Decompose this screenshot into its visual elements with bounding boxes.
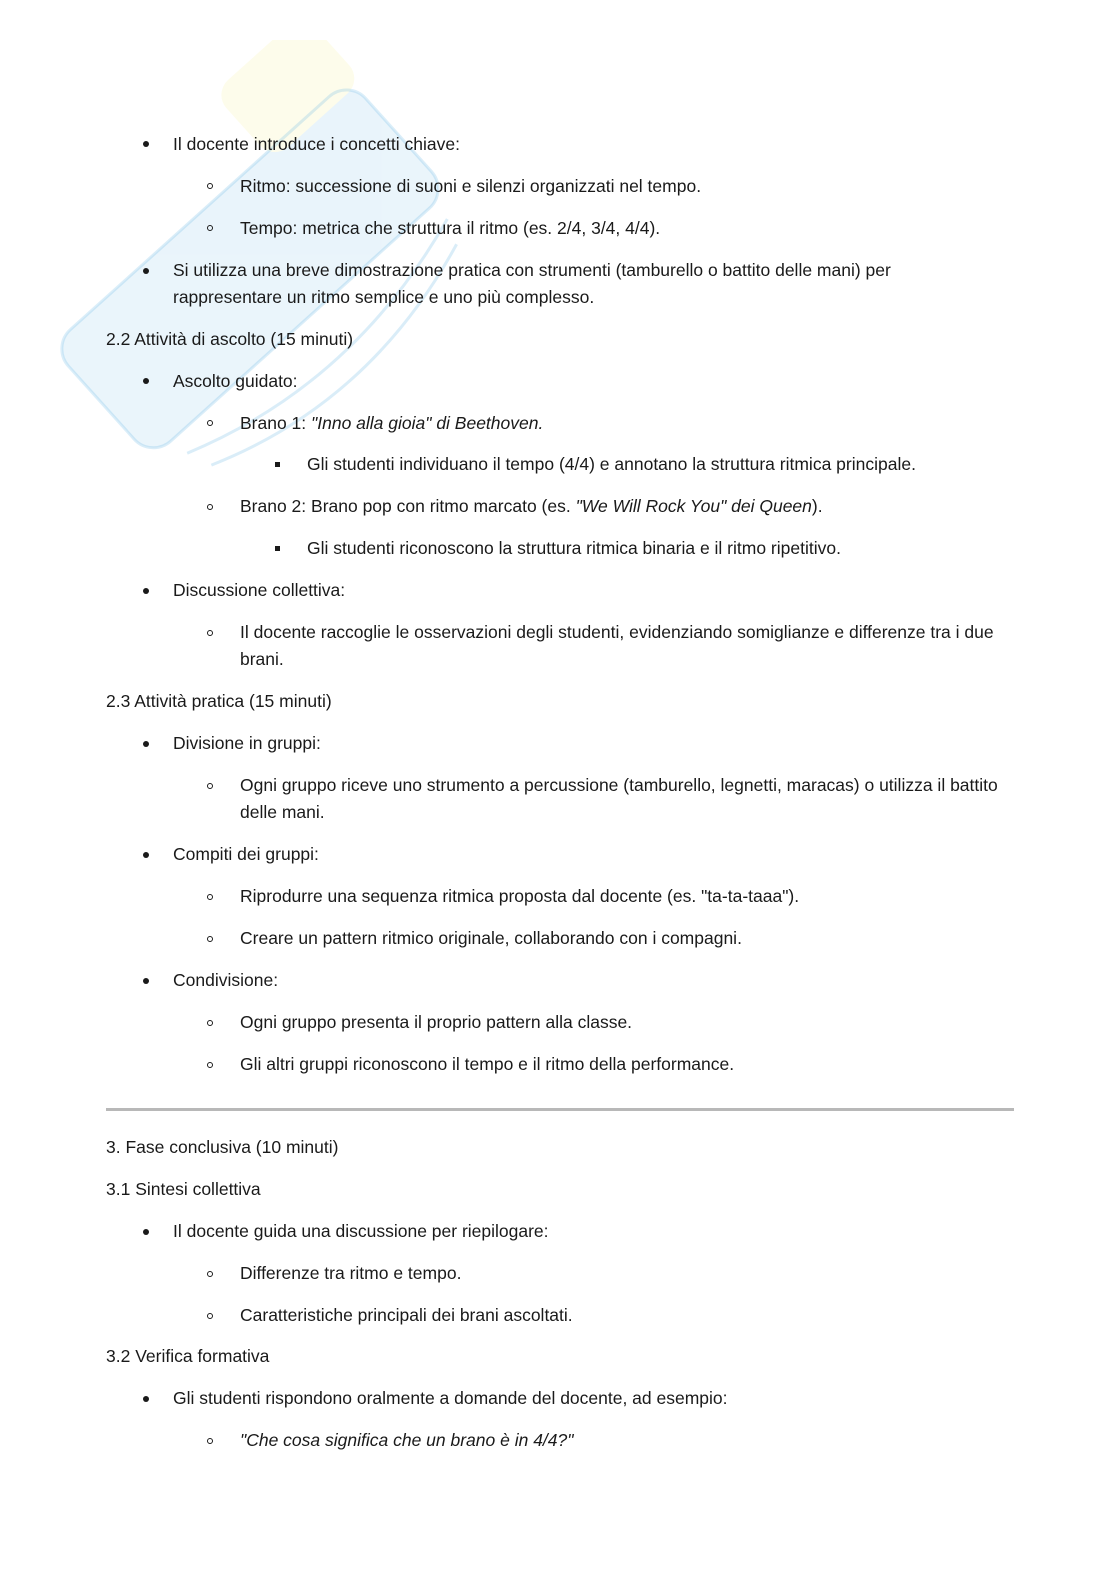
subsection-heading: 3.1 Sintesi collettiva (106, 1179, 261, 1199)
list-item: Il docente raccoglie le osservazioni degli studenti, evidenziando somiglianze e differenze tra i due brani. (240, 622, 994, 669)
list-item: Divisione in gruppi: (173, 733, 321, 753)
circle-marker (207, 420, 213, 426)
brano-title: "Inno alla gioia" di Beethoven. (311, 413, 544, 433)
list-item (240, 1427, 573, 1454)
bullet-marker (143, 852, 149, 858)
circle-marker (207, 504, 213, 510)
list-item: Differenze tra ritmo e tempo. (240, 1263, 462, 1283)
list-item: Ogni gruppo riceve uno strumento a percussione (tamburello, legnetti, maracas) o utilizza il battito delle mani. (240, 775, 998, 822)
list-item: Condivisione: (173, 970, 279, 990)
brano-suffix: ). (811, 496, 823, 516)
bullet-marker (143, 588, 149, 594)
bullet-marker (143, 1396, 149, 1402)
list-item: Il docente guida una discussione per riepilogare: (173, 1221, 549, 1241)
brano-label: Brano 2: Brano pop con ritmo marcato (es. (240, 496, 576, 516)
list-item: Riprodurre una sequenza ritmica proposta dal docente (es. "ta-ta-taaa"). (240, 886, 800, 906)
bullet-marker (143, 268, 149, 274)
circle-marker (207, 894, 213, 900)
bullet-marker (143, 1229, 149, 1235)
bullet-marker (143, 141, 149, 147)
subsection-heading: 3.2 Verifica formativa (106, 1346, 270, 1366)
brano-label: Brano 1: (240, 413, 312, 433)
section-heading: 2.2 Attività di ascolto (15 minuti) (106, 329, 354, 349)
list-item: Ascolto guidato: (173, 371, 298, 391)
list-item: Si utilizza una breve dimostrazione pratica con strumenti (tamburello o battito delle mani) per rappresentare un ritmo semplice e uno più complesso. (173, 260, 891, 307)
list-item: Discussione collettiva: (173, 580, 346, 600)
list-item: Il docente introduce i concetti chiave: (173, 134, 460, 154)
circle-marker (207, 630, 213, 636)
circle-marker (207, 183, 213, 189)
square-marker (275, 462, 280, 467)
list-item: Tempo: metrica che struttura il ritmo (es. 2/4, 3/4, 4/4). (240, 218, 661, 238)
example-question: "Che cosa significa che un brano è in 4/4?" (240, 1430, 574, 1450)
list-item (240, 410, 543, 437)
list-item: Ogni gruppo presenta il proprio pattern alla classe. (240, 1012, 633, 1032)
section-heading: 3. Fase conclusiva (10 minuti) (106, 1137, 339, 1157)
bullet-marker (143, 378, 149, 384)
circle-marker (207, 936, 213, 942)
horizontal-rule (106, 1108, 1014, 1111)
bullet-marker (143, 741, 149, 747)
list-item: Caratteristiche principali dei brani ascoltati. (240, 1305, 573, 1325)
circle-marker (207, 1020, 213, 1026)
square-marker (275, 546, 280, 551)
list-item (240, 493, 823, 520)
circle-marker (207, 225, 213, 231)
circle-marker (207, 1062, 213, 1068)
list-item: Compiti dei gruppi: (173, 844, 319, 864)
list-item: Ritmo: successione di suoni e silenzi organizzati nel tempo. (240, 176, 702, 196)
list-item: Gli studenti rispondono oralmente a domande del docente, ad esempio: (173, 1388, 728, 1408)
brano-title: "We Will Rock You" dei Queen (575, 496, 812, 516)
list-item: Gli studenti individuano il tempo (4/4) e annotano la struttura ritmica principale. (307, 454, 916, 474)
circle-marker (207, 1438, 213, 1444)
list-item: Creare un pattern ritmico originale, collaborando con i compagni. (240, 928, 742, 948)
list-item: Gli studenti riconoscono la struttura ritmica binaria e il ritmo ripetitivo. (307, 538, 841, 558)
bullet-marker (143, 978, 149, 984)
list-item: Gli altri gruppi riconoscono il tempo e il ritmo della performance. (240, 1054, 735, 1074)
circle-marker (207, 783, 213, 789)
section-heading: 2.3 Attività pratica (15 minuti) (106, 691, 332, 711)
circle-marker (207, 1313, 213, 1319)
circle-marker (207, 1271, 213, 1277)
